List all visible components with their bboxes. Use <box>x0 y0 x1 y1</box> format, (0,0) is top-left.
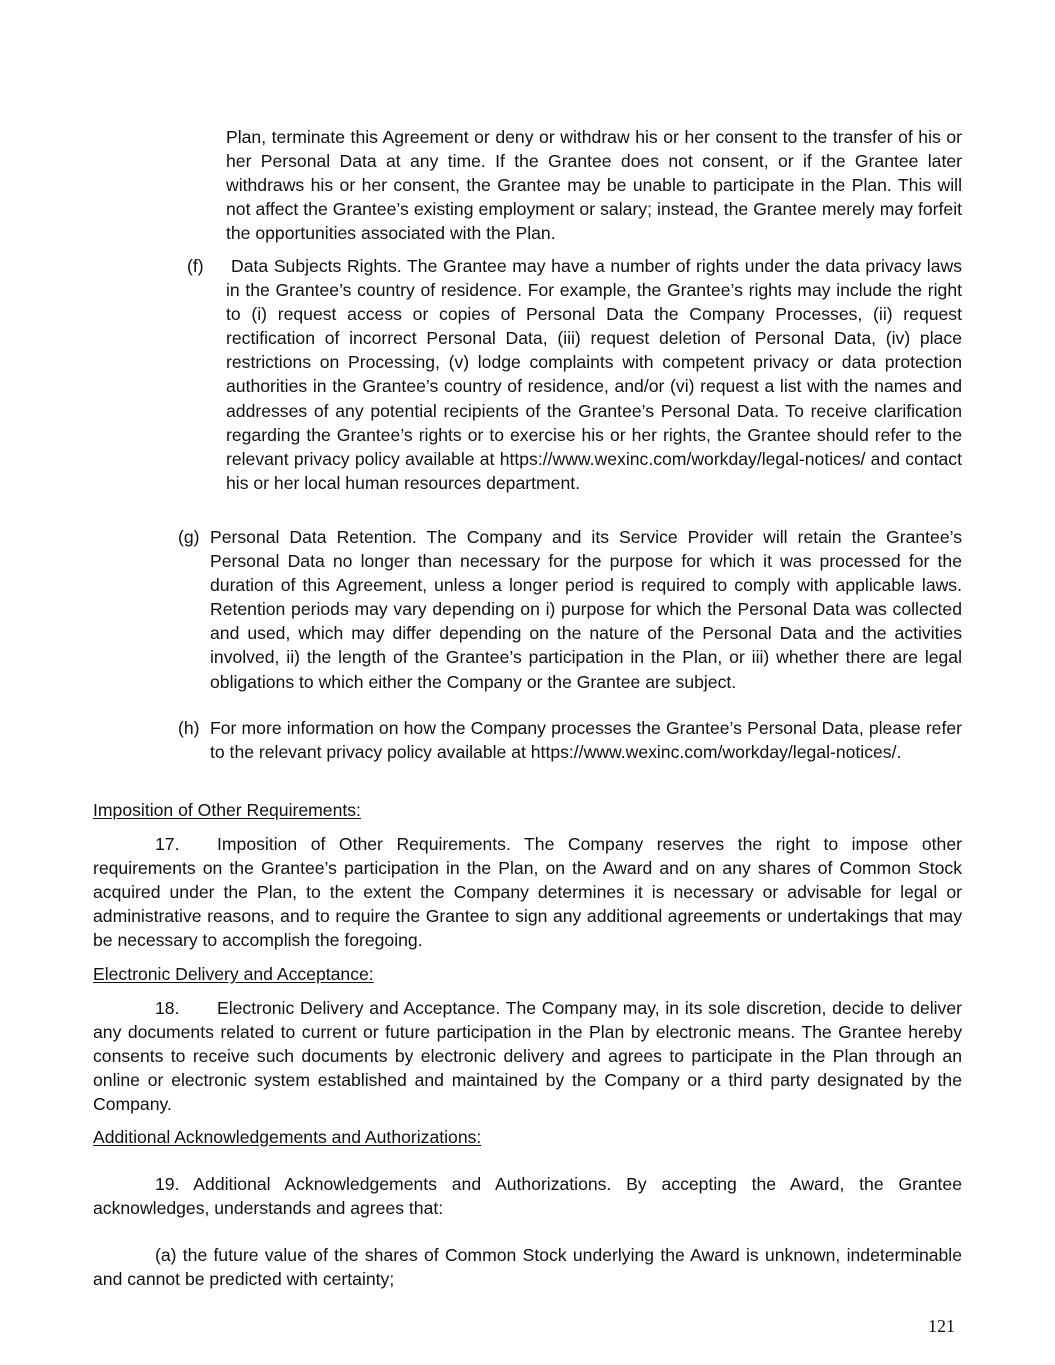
section-heading-18: Electronic Delivery and Acceptance: <box>93 964 374 984</box>
list-marker-f: (f) <box>187 256 204 276</box>
section-18-paragraph <box>93 996 962 1116</box>
section-19a-paragraph: (a) the future value of the shares of Common Stock underlying the Award is unknown, indeterminable and cannot be predicted with certainty; <box>93 1245 962 1290</box>
page-number: 121 <box>928 1316 955 1336</box>
paragraph-f-data-subjects-rights: Data Subjects Rights. The Grantee may have a number of rights under the data privacy laws in the Grantee’s country of residence. For example, the Grantee’s rights may include the right to (i) request access or copies of Personal Data the Company Processes, (ii) request rectification of incorrect Personal Data, (iii) request deletion of Personal Data, (iv) place restrictions on Processing, (v) lodge complaints with competent privacy or data protection authorities in the Grantee’s country of residence, and/or (vi) request a list with the names and addresses of any potential recipients of the Grantee’s Personal Data. To receive clarification regarding the Grantee’s rights or to exercise his or her rights, the Grantee should refer to the relevant privacy policy available at https://www.wexinc.com/workday/legal-notices/ and contact his or her local human resources department. <box>226 256 962 493</box>
section-heading-17: Imposition of Other Requirements: <box>93 800 361 820</box>
section-17-number: 17. <box>155 834 180 854</box>
list-marker-h: (h) <box>178 718 200 738</box>
section-17-paragraph <box>93 832 962 952</box>
section-18-number: 18. <box>155 998 180 1018</box>
section-19-paragraph: 19. Additional Acknowledgements and Authorizations. By accepting the Award, the Grantee acknowledges, understands and agrees that: <box>93 1174 962 1219</box>
section-18-text: Electronic Delivery and Acceptance. The Company may, in its sole discretion, decide to deliver any documents related to current or future participation in the Plan by electronic means. The Grantee hereby consents to receive such documents by electronic delivery and agrees to participate in the Plan through an online or electronic system established and maintained by the Company or a third party designated by the Company. <box>93 998 962 1115</box>
section-17-text: Imposition of Other Requirements. The Company reserves the right to impose other requirements on the Grantee’s participation in the Plan, on the Award and on any shares of Common Stock acquired under the Plan, to the extent the Company determines it is necessary or advisable for legal or administrative reasons, and to require the Grantee to sign any additional agreements or undertakings that may be necessary to accomplish the foregoing. <box>93 834 962 951</box>
list-marker-g: (g) <box>178 527 200 547</box>
paragraph-h-more-information: For more information on how the Company processes the Grantee’s Personal Data, please refer to the relevant privacy policy available at https://www.wexinc.com/workday/legal-notices/. <box>210 718 962 763</box>
paragraph-g-personal-data-retention: Personal Data Retention. The Company and its Service Provider will retain the Grantee’s Personal Data no longer than necessary for the purpose for which it was processed for the duration of this Agreement, unless a longer period is required to comply with applicable laws. Retention periods may vary depending on i) purpose for which the Personal Data was collected and used, which may differ depending on the nature of the Personal Data and the activities involved, ii) the length of the Grantee’s participation in the Plan, or iii) whether there are legal obligations to which either the Company or the Grantee are subject. <box>210 527 962 692</box>
paragraph-e-continuation: Plan, terminate this Agreement or deny or withdraw his or her consent to the transfer of his or her Personal Data at any time. If the Grantee does not consent, or if the Grantee later withdraws his or her consent, the Grantee may be unable to participate in the Plan. This will not affect the Grantee’s existing employment or salary; instead, the Grantee merely may forfeit the opportunities associated with the Plan. <box>226 127 962 244</box>
section-heading-19: Additional Acknowledgements and Authorizations: <box>93 1127 482 1147</box>
